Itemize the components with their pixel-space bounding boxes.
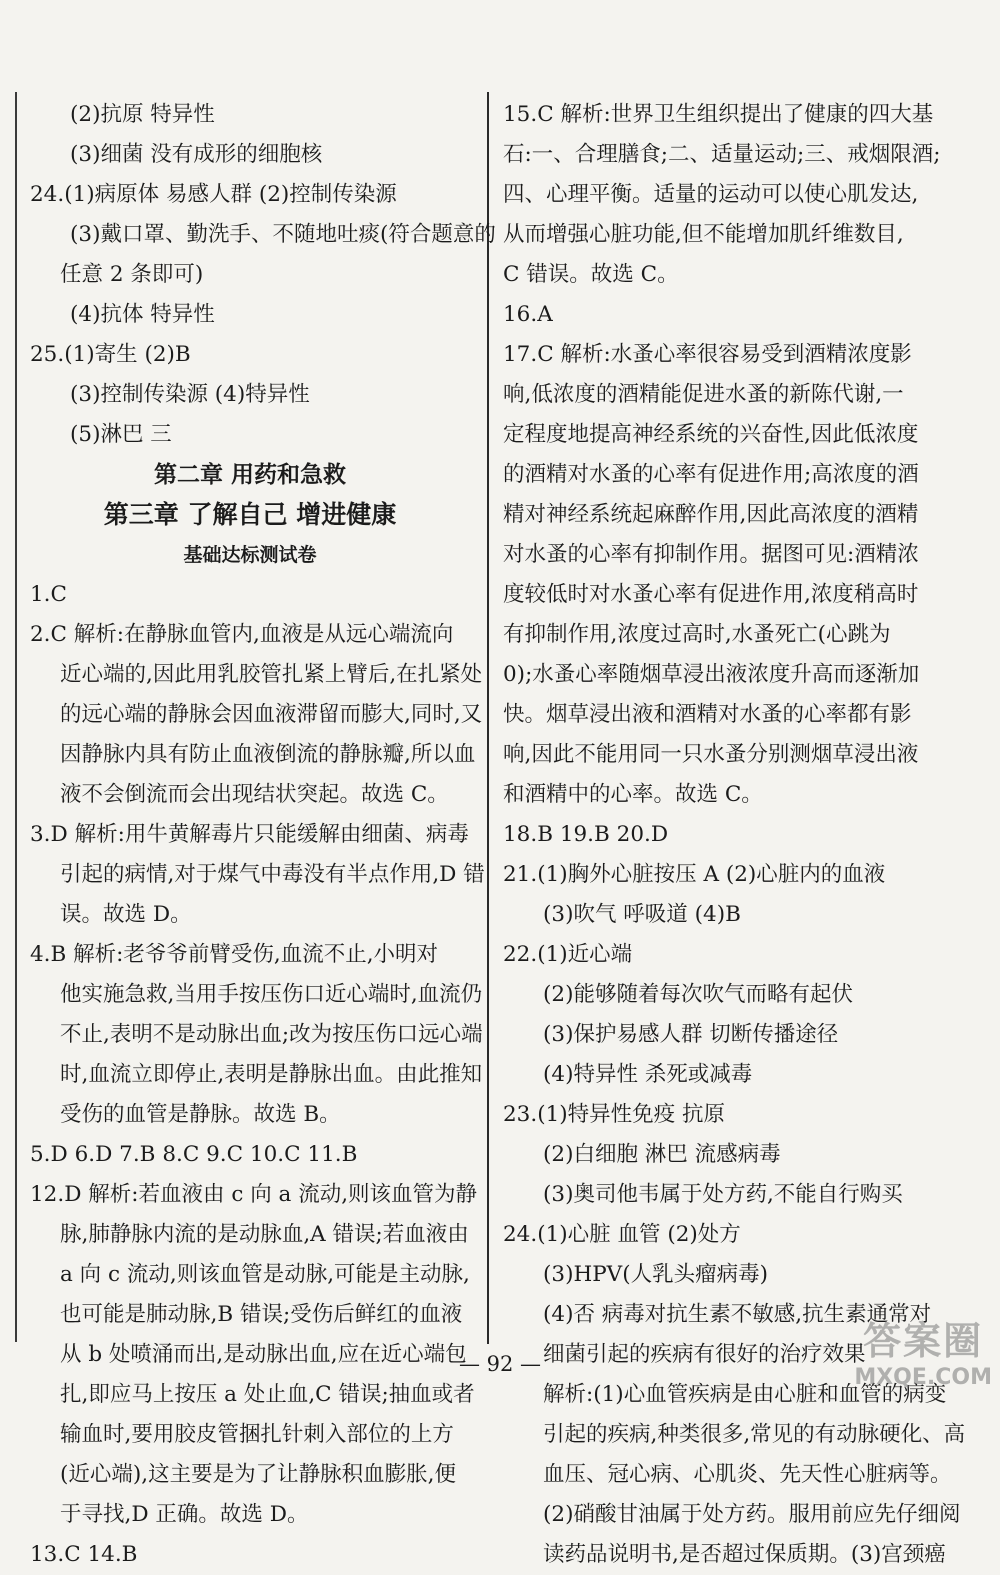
- answer-line: 引起的病情,对于煤气中毒没有半点作用,D 错: [60, 862, 485, 887]
- answer-line: 的酒精对水蚤的心率有促进作用;高浓度的酒: [503, 462, 919, 487]
- watermark: [854, 1310, 992, 1390]
- answer-line: 度较低时对水蚤心率有促进作用,浓度稍高时: [503, 582, 919, 607]
- answer-line: (3)吹气 呼吸道 (4)B: [543, 902, 741, 927]
- answer-line: (3)HPV(人乳头瘤病毒): [543, 1262, 768, 1287]
- answer-line: 因静脉内具有防止血液倒流的静脉瓣,所以血: [60, 742, 476, 767]
- answer-line: 解析:(1)心血管疾病是由心脏和血管的病变: [543, 1382, 947, 1407]
- answer-line: 扎,即应马上按压 a 处止血,C 错误;抽血或者: [60, 1382, 475, 1407]
- answer-line: 13.C 14.B: [30, 1542, 138, 1567]
- watermark-logo: 答案圈: [863, 1319, 984, 1363]
- answer-line: (3)保护易感人群 切断传播途径: [543, 1022, 839, 1047]
- answer-line: 24.(1)病原体 易感人群 (2)控制传染源: [30, 182, 397, 207]
- answer-line: (4)抗体 特异性: [70, 302, 215, 327]
- answer-line: 快。烟草浸出液和酒精对水蚤的心率都有影: [503, 702, 912, 727]
- answer-line: 5.D 6.D 7.B 8.C 9.C 10.C 11.B: [30, 1142, 358, 1167]
- answer-line: 对水蚤的心率有抑制作用。据图可见:酒精浓: [503, 542, 919, 567]
- answer-line: 受伤的血管是静脉。故选 B。: [60, 1102, 341, 1127]
- answer-line: (2)抗原 特异性: [70, 102, 215, 127]
- section-heading: 第二章 用药和急救: [153, 462, 346, 488]
- section-heading: 第三章 了解自己 增进健康: [103, 500, 397, 529]
- section-heading: 基础达标测试卷: [183, 544, 317, 566]
- answer-line: 有抑制作用,浓度过高时,水蚤死亡(心跳为: [503, 622, 891, 647]
- answer-line: (近心端),这主要是为了让静脉积血膨胀,便: [60, 1462, 456, 1487]
- answer-line: a 向 c 流动,则该血管是动脉,可能是主动脉,: [60, 1262, 470, 1287]
- answer-line: 四、心理平衡。适量的运动可以使心肌发达,: [503, 182, 919, 207]
- answer-line: 和酒精中的心率。故选 C。: [503, 782, 763, 807]
- answer-line: 17.C 解析:水蚤心率很容易受到酒精浓度影: [503, 342, 912, 367]
- answer-line: 23.(1)特异性免疫 抗原: [503, 1102, 725, 1127]
- page-number: — 92 —: [458, 1352, 542, 1376]
- answer-line: 16.A: [503, 302, 553, 327]
- answer-line: 21.(1)胸外心脏按压 A (2)心脏内的血液: [503, 862, 886, 887]
- watermark-url: MXQE.COM: [854, 1365, 992, 1390]
- answer-line: 的远心端的静脉会因血液滞留而膨大,同时,又: [60, 702, 483, 727]
- left-margin-rule: [15, 92, 17, 1342]
- answer-line: 引起的疾病,种类很多,常见的有动脉硬化、高: [543, 1422, 966, 1447]
- answer-line: (3)控制传染源 (4)特异性: [70, 382, 310, 407]
- answer-line: 1.C: [30, 582, 67, 607]
- answer-line: 25.(1)寄生 (2)B: [30, 342, 191, 367]
- answer-line: 脉,肺静脉内流的是动脉血,A 错误;若血液由: [60, 1222, 469, 1247]
- answer-line: (5)淋巴 三: [70, 422, 172, 447]
- answer-line: 定程度地提高神经系统的兴奋性,因此低浓度: [503, 422, 919, 447]
- answer-line: 石:一、合理膳食;二、适量运动;三、戒烟限酒;: [503, 142, 941, 167]
- answer-line: (2)能够随着每次吹气而略有起伏: [543, 982, 853, 1007]
- answer-line: C 错误。故选 C。: [503, 262, 679, 287]
- answer-line: 时,血流立即停止,表明是静脉出血。由此推知: [60, 1062, 483, 1087]
- answer-line: (4)特异性 杀死或减毒: [543, 1062, 753, 1087]
- answer-line: 他实施急救,当用手按压伤口近心端时,血流仍: [60, 982, 483, 1007]
- answer-line: (4)否 病毒对抗生素不敏感,抗生素通常对: [543, 1302, 932, 1327]
- answer-line: 3.D 解析:用牛黄解毒片只能缓解由细菌、病毒: [30, 822, 469, 847]
- answer-line: 血压、冠心病、心肌炎、先天性心脏病等。: [543, 1462, 952, 1487]
- answer-line: 0);水蚤心率随烟草浸出液浓度升高而逐渐加: [503, 662, 920, 687]
- answer-line: 也可能是肺动脉,B 错误;受伤后鲜红的血液: [60, 1302, 463, 1327]
- answer-line: 于寻找,D 正确。故选 D。: [60, 1502, 309, 1527]
- answer-line: 24.(1)心脏 血管 (2)处方: [503, 1222, 741, 1247]
- answer-line: 18.B 19.B 20.D: [503, 822, 669, 847]
- answer-line: 2.C 解析:在静脉血管内,血液是从远心端流向: [30, 622, 454, 647]
- answer-line: 误。故选 D。: [60, 902, 192, 927]
- answer-line: 输血时,要用胶皮管捆扎针刺入部位的上方: [60, 1422, 454, 1447]
- answer-line: (3)奥司他韦属于处方药,不能自行购买: [543, 1182, 903, 1207]
- answer-line: 从 b 处喷涌而出,是动脉出血,应在近心端包: [60, 1342, 467, 1367]
- answer-line: 读药品说明书,是否超过保质期。(3)宫颈癌: [543, 1542, 946, 1567]
- answer-line: (2)白细胞 淋巴 流感病毒: [543, 1142, 781, 1167]
- column-divider: [487, 92, 489, 1344]
- answer-line: 近心端的,因此用乳胶管扎紧上臂后,在扎紧处: [60, 662, 483, 687]
- answer-line: 精对神经系统起麻醉作用,因此高浓度的酒精: [503, 502, 919, 527]
- answer-line: 响,因此不能用同一只水蚤分别测烟草浸出液: [503, 742, 919, 767]
- answer-line: 不止,表明不是动脉出血;改为按压伤口远心端: [60, 1022, 483, 1047]
- answer-line: 15.C 解析:世界卫生组织提出了健康的四大基: [503, 102, 934, 127]
- answer-line: 响,低浓度的酒精能促进水蚤的新陈代谢,一: [503, 382, 904, 407]
- answer-line: (2)硝酸甘油属于处方药。服用前应先仔细阅: [543, 1502, 961, 1527]
- answer-line: (3)戴口罩、勤洗手、不随地吐痰(符合题意的: [70, 222, 496, 247]
- answer-line: (3)细菌 没有成形的细胞核: [70, 142, 323, 167]
- answer-line: 12.D 解析:若血液由 c 向 a 流动,则该血管为静: [30, 1182, 478, 1207]
- answer-line: 液不会倒流而会出现结状突起。故选 C。: [60, 782, 449, 807]
- answer-line: 从而增强心脏功能,但不能增加肌纤维数目,: [503, 222, 904, 247]
- answer-line: 4.B 解析:老爷爷前臂受伤,血流不止,小明对: [30, 942, 439, 967]
- answer-line: 任意 2 条即可): [60, 262, 204, 287]
- answer-line: 22.(1)近心端: [503, 942, 633, 967]
- answer-line: 细菌引起的疾病有很好的治疗效果: [543, 1342, 866, 1367]
